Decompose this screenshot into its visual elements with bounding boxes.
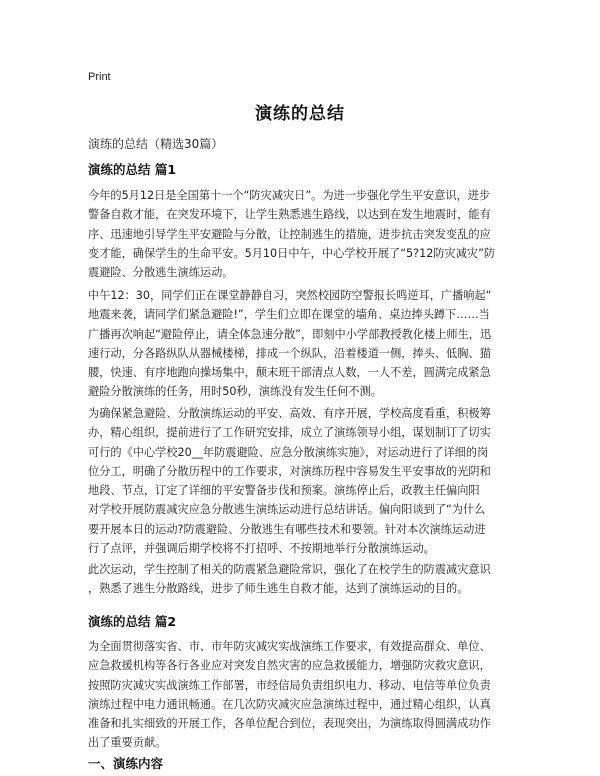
paragraph-line: 办，精心组织，提前进行了工作研究安排，成立了演练领导小组，谋划制订了切实 <box>88 426 491 440</box>
paragraph <box>88 286 514 402</box>
section-heading: 一、演练内容 <box>88 756 164 771</box>
paragraph-line: 避险分散演练的任务，用时50秒，演练没有发生任何不测。 <box>88 385 382 399</box>
paragraph-line: 应急救援机构等各行各业应对突发自然灾害的应急救援能力，增强防灾救灾意识， <box>88 659 491 673</box>
paragraph-line: 地震来袭，请同学们紧急避险!”，学生们立即在课堂的墙角、桌边捧头蹲下……当 <box>88 308 490 322</box>
paragraph-line: 速行动，分各路纵队从器械楼梯，排成一个纵队，沿着楼道一侧，捧头、低胸、猫 <box>88 346 491 360</box>
paragraph-line: 对学校开展防震减灾应急分散逃生演练运动进行总结讲话。偏向阳谈到了“为什么 <box>88 503 486 517</box>
paragraph-line: 今年的5月12日是全国第十一个“防灾减灾日”。为进一步强化学生平安意识，进步 <box>88 189 491 202</box>
paragraph-line: 地段、节点，订定了详细的平安警备步伐和预案。演练停止后，政教主任偏向阳 <box>88 484 480 498</box>
section-heading: 演练的总结 篇2 <box>88 614 177 629</box>
paragraph-line: 出了重要贡献。 <box>88 736 167 750</box>
section-heading: 演练的总结 篇1 <box>88 162 177 177</box>
paragraph-line: 此次运动，学生控制了相关的防震紧急避险常识，强化了在校学生的防震减灾意识 <box>88 563 491 576</box>
paragraph-line: 演练过程中电力通讯畅通。在几次防灾减灾应急演练过程中，通过精心组织，认真 <box>88 697 491 711</box>
paragraph-line: 按照防灾减灾实战演练工作部署，市经信局负责组织电力、移动、电信等单位负责 <box>88 678 491 692</box>
paragraph-line: 位分工，明确了分散历程中的工作要求，对演练历程中容易发生平安事故的光阴和 <box>88 464 491 478</box>
paragraph-line: 为全面贯彻落实省、市、市年防灾减灾实战演练工作要求，有效提高群众、单位、 <box>88 640 491 653</box>
paragraph <box>88 560 514 599</box>
paragraph-line: 准备和扎实细致的开展工作，各单位配合到位，表现突出，为演练取得圆满成功作 <box>88 717 491 731</box>
paragraph-line: 变才能，确保学生的生命平安。5月10日中午，中心学校开展了“5?12防灾减灾”防 <box>88 246 496 260</box>
paragraph <box>88 186 514 282</box>
paragraph-line: 中午12：30，同学们正在课堂静静自习，突然校园防空警报长鸣逆耳，广播响起“ <box>88 289 492 302</box>
paragraph-line: 可行的《中心学校20__年防震避险、应急分散演练实施》，对运动进行了详细的岗 <box>88 445 489 459</box>
paragraph-line: 序、迅速地引导学生平安避险与分散，让控制逃生的措施，进步抗击突发变乱的应 <box>88 227 491 241</box>
paragraph-line: 行了点评，并强调后期学校将不打招呼、不按期地举行分散演练运动。 <box>88 542 435 556</box>
paragraph-line: 警备自救才能，在突发环境下，让学生熟悉逃生路线，以达到在发生地震时，能有 <box>88 208 491 222</box>
paragraph-line: 广播再次响起“避险停止，请全体急速分散”，即刻中小学部教授教化楼上师生，迅 <box>88 327 492 341</box>
document-subtitle: 演练的总结（精选30篇） <box>88 137 224 151</box>
paragraph-line: 为确保紧急避险、分散演练运动的平安、高效、有序开展，学校高度看重，积极筹 <box>88 407 491 420</box>
paragraph-line: 震避险、分散逃生演练运动。 <box>88 266 234 280</box>
paragraph-line: 腰，快速、有序地跑向操场集中，颠末班干部清点人数，一人不差，圆满完成紧急 <box>88 366 491 380</box>
paragraph <box>88 404 514 558</box>
paragraph <box>88 637 514 753</box>
paragraph-line: 要开展本日的运动?防震避险、分散逃生有哪些技术和要领。针对本次演练运动进 <box>88 522 486 536</box>
page-title: 演练的总结 <box>255 104 345 124</box>
paragraph-line: ，熟悉了逃生分散路线，进步了师生逃生自救才能，达到了演练运动的目的。 <box>88 582 469 596</box>
print-link[interactable]: Print <box>88 71 111 83</box>
